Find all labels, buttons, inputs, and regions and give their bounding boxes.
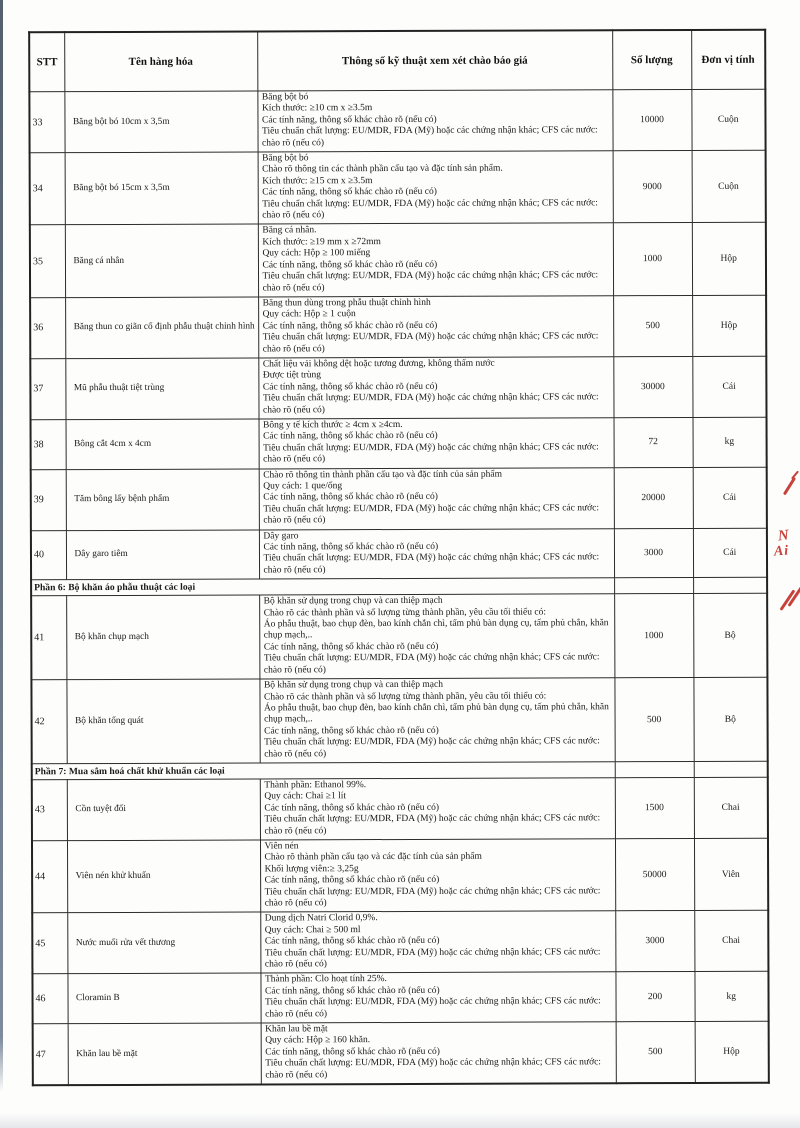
- row-unit: Cái: [693, 467, 767, 528]
- row-specs: [259, 528, 614, 579]
- spec-line: Các tính năng, thông số khác chào rõ (nếu có): [263, 541, 439, 553]
- table-row: [30, 295, 766, 359]
- row-unit: Viên: [694, 838, 768, 911]
- red-pen-stroke: [783, 477, 796, 495]
- row-unit: Bộ: [693, 677, 767, 761]
- spec-line: Băng cá nhân.: [262, 225, 317, 236]
- table-row: [32, 838, 768, 913]
- table-row: [33, 1021, 769, 1085]
- table-row: [31, 593, 767, 679]
- row-stt: 46: [32, 974, 67, 1024]
- spec-line: Chất liệu vải không dệt hoặc tương đương, không thấm nước: [262, 358, 495, 370]
- section-label: Phần 6: Bộ khăn áo phẫu thuật các loại: [31, 578, 614, 596]
- spec-line: Áo phẫu thuật, bao chụp đèn, bao kính chắn chì, tấm phủ bàn dụng cụ, tấm phủ chắn, khăn chụp mạch,..: [263, 618, 609, 641]
- section-qty-cell: [614, 578, 693, 594]
- spec-line: Kích thước: ≥10 cm x ≥3.5m: [261, 103, 373, 114]
- spec-line: Băng thun dùng trong phẫu thuật chỉnh hình: [262, 297, 431, 309]
- row-specs: [258, 296, 613, 358]
- row-stt: 38: [31, 420, 66, 470]
- spec-line: Tiêu chuẩn chất lượng: EU/MDR, FDA (Mỹ) hoặc các chứng nhận khác; CFS các nước: chào rõ (nếu có): [265, 1057, 601, 1081]
- spec-line: Chào rõ các thành phần và số lượng từng thành phần, yêu cầu tối thiểu có:: [263, 690, 547, 702]
- row-qty: 20000: [614, 467, 693, 528]
- row-unit: Bộ: [693, 593, 767, 677]
- row-qty: 200: [615, 972, 694, 1022]
- spec-line: Áo phẫu thuật, bao chụp đèn, bao kính chắn chì, tấm phủ bàn dụng cụ, tấm phủ chắn, khăn chụp mạch,..: [264, 702, 609, 725]
- spec-line: Các tính năng, thông số khác chào rõ (nếu có): [264, 936, 440, 947]
- spec-line: Tiêu chuẩn chất lượng: EU/MDR, FDA (Mỹ) hoặc các chứng nhận khác; CFS các nước: chào rõ (nếu có): [264, 946, 601, 970]
- row-name: Băng bột bó 15cm x 3,5m: [65, 152, 258, 225]
- row-name: Băng bột bó 10cm x 3,5m: [64, 91, 257, 153]
- row-stt: 36: [30, 298, 65, 359]
- spec-line: Các tính năng, thông số khác chào rõ (nếu có): [262, 259, 438, 271]
- procurement-table: [28, 29, 770, 1087]
- spec-line: Tiêu chuẩn chất lượng: EU/MDR, FDA (Mỹ) hoặc các chứng nhận khác; CFS các nước: chào rõ (nếu có): [265, 996, 601, 1020]
- row-unit: Cái: [692, 356, 766, 417]
- table-body: [29, 89, 768, 1085]
- spec-line: Chào rõ thông tin thành phần cấu tạo và đặc tính của sản phẩm: [263, 469, 502, 481]
- spec-line: Các tính năng, thông số khác chào rõ (nếu có): [263, 492, 438, 503]
- row-specs: [259, 678, 614, 763]
- row-specs: [259, 594, 614, 679]
- spec-line: Tiêu chuẩn chất lượng: EU/MDR, FDA (Mỹ) hoặc các chứng nhận khác; CFS các nước: chào rõ (nếu có): [262, 392, 599, 416]
- spec-line: Tiêu chuẩn chất lượng: EU/MDR, FDA (Mỹ) hoặc các chứng nhận khác; CFS các nước: chào rõ (nếu có): [262, 331, 599, 355]
- spec-line: Các tính năng, thông số khác chào rõ (nếu có): [264, 802, 440, 814]
- row-unit: Chai: [694, 777, 768, 838]
- row-stt: 34: [30, 153, 65, 226]
- row-unit: Chai: [694, 911, 768, 972]
- row-qty: 3000: [614, 528, 693, 578]
- scan-bottom-shadow: [0, 1113, 800, 1128]
- row-unit: Cuộn: [691, 89, 765, 150]
- row-stt: 43: [32, 780, 67, 841]
- row-name: Dây garo tiêm: [66, 530, 259, 580]
- spec-line: Bộ khăn sử dụng trong chụp và can thiệp mạch: [263, 596, 443, 607]
- row-unit: Cuộn: [692, 150, 766, 223]
- spec-line: Tiêu chuẩn chất lượng: EU/MDR, FDA (Mỹ) hoặc các chứng nhận khác; CFS các nước: chào rõ (nếu có): [262, 270, 599, 293]
- section-unit-cell: [693, 577, 767, 593]
- row-name: Khăn lau bề mặt: [68, 1023, 261, 1085]
- table-row: [30, 223, 766, 298]
- spec-line: Bông y tế kích thước ≥ 4cm x ≥4cm.: [263, 419, 403, 431]
- spec-line: Tiêu chuẩn chất lượng: EU/MDR, FDA (Mỹ) hoặc các chứng nhận khác; CFS các nước: chào rõ (nếu có): [262, 197, 598, 221]
- row-name: Cồn tuyệt đối: [67, 779, 260, 841]
- spec-line: Được tiệt trùng: [262, 370, 322, 381]
- spec-line: Chào rõ thành phần cấu tạo và các đặc tính của sản phẩm: [264, 852, 482, 863]
- row-specs: [261, 1022, 616, 1085]
- header-row: [29, 30, 765, 92]
- spec-line: Tiêu chuẩn chất lượng: EU/MDR, FDA (Mỹ) hoặc các chứng nhận khác; CFS các nước: chào rõ (nếu có): [263, 442, 599, 465]
- row-specs: [260, 839, 615, 913]
- spec-line: Quy cách: 1 que/ống: [263, 481, 343, 492]
- spec-line: Chào rõ các thành phần và số lượng từng thành phần, yêu cầu tối thiểu có:: [263, 607, 547, 619]
- table-header: [29, 30, 765, 92]
- spec-line: Dung dịch Natri Clorid 0,9%.: [264, 913, 378, 924]
- scan-edge-line: [0, 0, 3, 1092]
- table-row: [30, 356, 766, 420]
- row-stt: 47: [33, 1024, 68, 1086]
- red-pen-stroke: [791, 471, 799, 480]
- spec-line: Quy cách: Chai ≥1 lít: [264, 791, 347, 802]
- table-row: [32, 911, 768, 975]
- table-row: [32, 972, 768, 1024]
- row-stt: 42: [31, 680, 66, 764]
- table-row: [30, 150, 766, 225]
- spec-line: Kích thước: ≥19 mm x ≥72mm: [262, 236, 381, 248]
- spec-line: Các tính năng, thông số khác chào rõ (nếu có): [263, 431, 438, 442]
- table-row: [31, 528, 767, 580]
- row-name: Cloramin B: [67, 973, 260, 1023]
- section-label: Phần 7: Mua sắm hoá chất khử khuẩn các loại: [32, 762, 615, 780]
- row-qty: 1000: [613, 223, 692, 296]
- spec-line: Quy cách: Chai ≥ 500 ml: [264, 924, 361, 936]
- row-qty: 1000: [614, 594, 693, 678]
- row-name: Bộ khăn chụp mạch: [66, 595, 259, 680]
- spec-line: Tiêu chuẩn chất lượng: EU/MDR, FDA (Mỹ) hoặc các chứng nhận khác; CFS các nước: chào rõ (nếu có): [263, 503, 600, 526]
- spec-line: Tiêu chuẩn chất lượng: EU/MDR, FDA (Mỹ) hoặc các chứng nhận khác; CFS các nước: chào rõ (nếu có): [263, 552, 600, 576]
- row-qty: 3000: [615, 911, 694, 972]
- row-name: Mũ phẫu thuật tiệt trùng: [65, 358, 258, 420]
- row-stt: 35: [30, 225, 65, 298]
- row-name: Tăm bông lấy bệnh phẩm: [66, 469, 259, 531]
- row-specs: [258, 151, 613, 225]
- spec-line: Các tính năng, thông số khác chào rõ (nếu có): [263, 641, 439, 653]
- spec-line: Khối lượng viên:≥ 3,25g: [264, 863, 359, 875]
- spec-line: Bộ khăn sử dụng trong chụp và can thiệp mạch: [263, 679, 443, 691]
- row-qty: 50000: [615, 838, 694, 911]
- spec-line: Băng bột bó: [262, 153, 309, 164]
- red-pen-letter: N: [777, 527, 790, 545]
- spec-line: Các tính năng, thông số khác chào rõ (nếu có): [264, 875, 440, 886]
- spec-line: Các tính năng, thông số khác chào rõ (nếu có): [264, 985, 440, 997]
- spec-line: Các tính năng, thông số khác chào rõ (nếu có): [262, 187, 437, 198]
- section-unit-cell: [694, 761, 768, 777]
- red-pen-marks: [770, 466, 800, 636]
- row-name: Bông cắt 4cm x 4cm: [66, 419, 259, 469]
- spec-line: Tiêu chuẩn chất lượng: EU/MDR, FDA (Mỹ) hoặc các chứng nhận khác; CFS các nước: chào rõ (nếu có): [264, 813, 601, 837]
- row-stt: 44: [32, 841, 67, 914]
- row-name: Nước muối rửa vết thương: [67, 912, 260, 974]
- spec-line: Tiêu chuẩn chất lượng: EU/MDR, FDA (Mỹ) hoặc các chứng nhận khác; CFS các nước: chào rõ (nếu có): [264, 736, 600, 760]
- row-unit: Hộp: [692, 223, 766, 296]
- row-name: Viên nén khử khuẩn: [67, 840, 260, 913]
- spec-line: Thành phần: Clo hoạt tính 25%.: [264, 974, 387, 985]
- row-qty: 72: [614, 417, 693, 467]
- spec-line: Dây garo: [263, 530, 299, 542]
- row-unit: kg: [693, 417, 767, 467]
- spec-line: Chào rõ thông tin các thành phần cấu tạo và đặc tính sản phẩm.: [262, 164, 503, 175]
- red-pen-stroke: [788, 585, 800, 606]
- row-stt: 40: [31, 530, 66, 580]
- spec-line: Tiêu chuẩn chất lượng: EU/MDR, FDA (Mỹ) hoặc các chứng nhận khác; CFS các nước: chào rõ (nếu có): [261, 125, 598, 149]
- spec-line: Các tính năng, thông số khác chào rõ (nếu có): [262, 381, 438, 393]
- row-stt: 37: [30, 359, 65, 420]
- row-unit: Hộp: [695, 1021, 769, 1083]
- row-specs: [260, 911, 615, 973]
- table-row: [31, 467, 767, 531]
- row-specs: [259, 418, 614, 469]
- row-specs: [259, 467, 614, 529]
- table-row: [32, 777, 768, 841]
- spec-line: Kích thước: ≥15 cm x ≥3.5m: [262, 175, 373, 187]
- spec-line: Khăn lau bề mặt: [265, 1024, 328, 1035]
- row-qty: 500: [613, 295, 692, 356]
- spec-line: Viên nén: [264, 841, 299, 852]
- row-qty: 30000: [613, 356, 692, 417]
- spec-line: Quy cách: Hộp ≥ 100 miếng: [262, 248, 371, 259]
- row-name: Băng thun co giãn cố định phẫu thuật chỉnh hình: [65, 297, 258, 359]
- row-stt: 39: [31, 469, 66, 530]
- row-qty: 500: [616, 1022, 695, 1084]
- spec-line: Các tính năng, thông số khác chào rõ (nếu có): [265, 1046, 440, 1058]
- row-unit: Cái: [693, 528, 767, 578]
- row-stt: 41: [31, 596, 66, 680]
- spec-line: Các tính năng, thông số khác chào rõ (nếu có): [262, 320, 438, 332]
- spec-line: Quy cách: Hộp ≥ 1 cuộn: [262, 309, 356, 320]
- spec-line: Thành phần: Ethanol 99%.: [264, 780, 367, 791]
- row-qty: 500: [614, 678, 693, 762]
- row-specs: [260, 972, 615, 1023]
- row-qty: 1500: [615, 777, 694, 838]
- row-qty: 10000: [612, 89, 691, 150]
- red-pen-stroke: [780, 589, 795, 610]
- row-specs: [257, 90, 612, 152]
- spec-line: Băng bột bó: [261, 92, 309, 103]
- red-pen-letter: Ai: [773, 543, 790, 560]
- section-qty-cell: [615, 761, 694, 777]
- row-stt: 33: [29, 92, 64, 153]
- spec-line: Quy cách: Hộp ≥ 160 khăn.: [265, 1035, 371, 1046]
- row-specs: [258, 223, 613, 297]
- row-name: Băng cá nhân: [65, 224, 258, 297]
- col-header-stt: STT: [29, 32, 64, 92]
- spec-line: Các tính năng, thông số khác chào rõ (nếu có): [261, 114, 437, 126]
- row-unit: kg: [694, 972, 768, 1022]
- row-unit: Hộp: [692, 295, 766, 356]
- col-header-name: Tên hàng hóa: [64, 31, 257, 91]
- row-specs: [258, 357, 613, 419]
- row-name: Bộ khăn tổng quát: [66, 679, 259, 764]
- table-row: [29, 89, 765, 153]
- spec-line: Tiêu chuẩn chất lượng: EU/MDR, FDA (Mỹ) hoặc các chứng nhận khác; CFS các nước: chào rõ (nếu có): [263, 652, 600, 676]
- spec-line: Tiêu chuẩn chất lượng: EU/MDR, FDA (Mỹ) hoặc các chứng nhận khác; CFS các nước: chào rõ (nếu có): [264, 885, 601, 909]
- col-header-qty: Số lượng: [612, 30, 691, 90]
- table-row: [31, 677, 767, 763]
- spec-line: Các tính năng, thông số khác chào rõ (nếu có): [264, 725, 439, 737]
- table-row: [31, 417, 767, 469]
- col-header-specs: Thông số kỹ thuật xem xét chào báo giá: [257, 30, 612, 91]
- row-stt: 45: [32, 913, 67, 974]
- row-qty: 9000: [613, 151, 692, 224]
- row-specs: [260, 778, 615, 840]
- col-header-unit: Đơn vị tính: [691, 30, 765, 90]
